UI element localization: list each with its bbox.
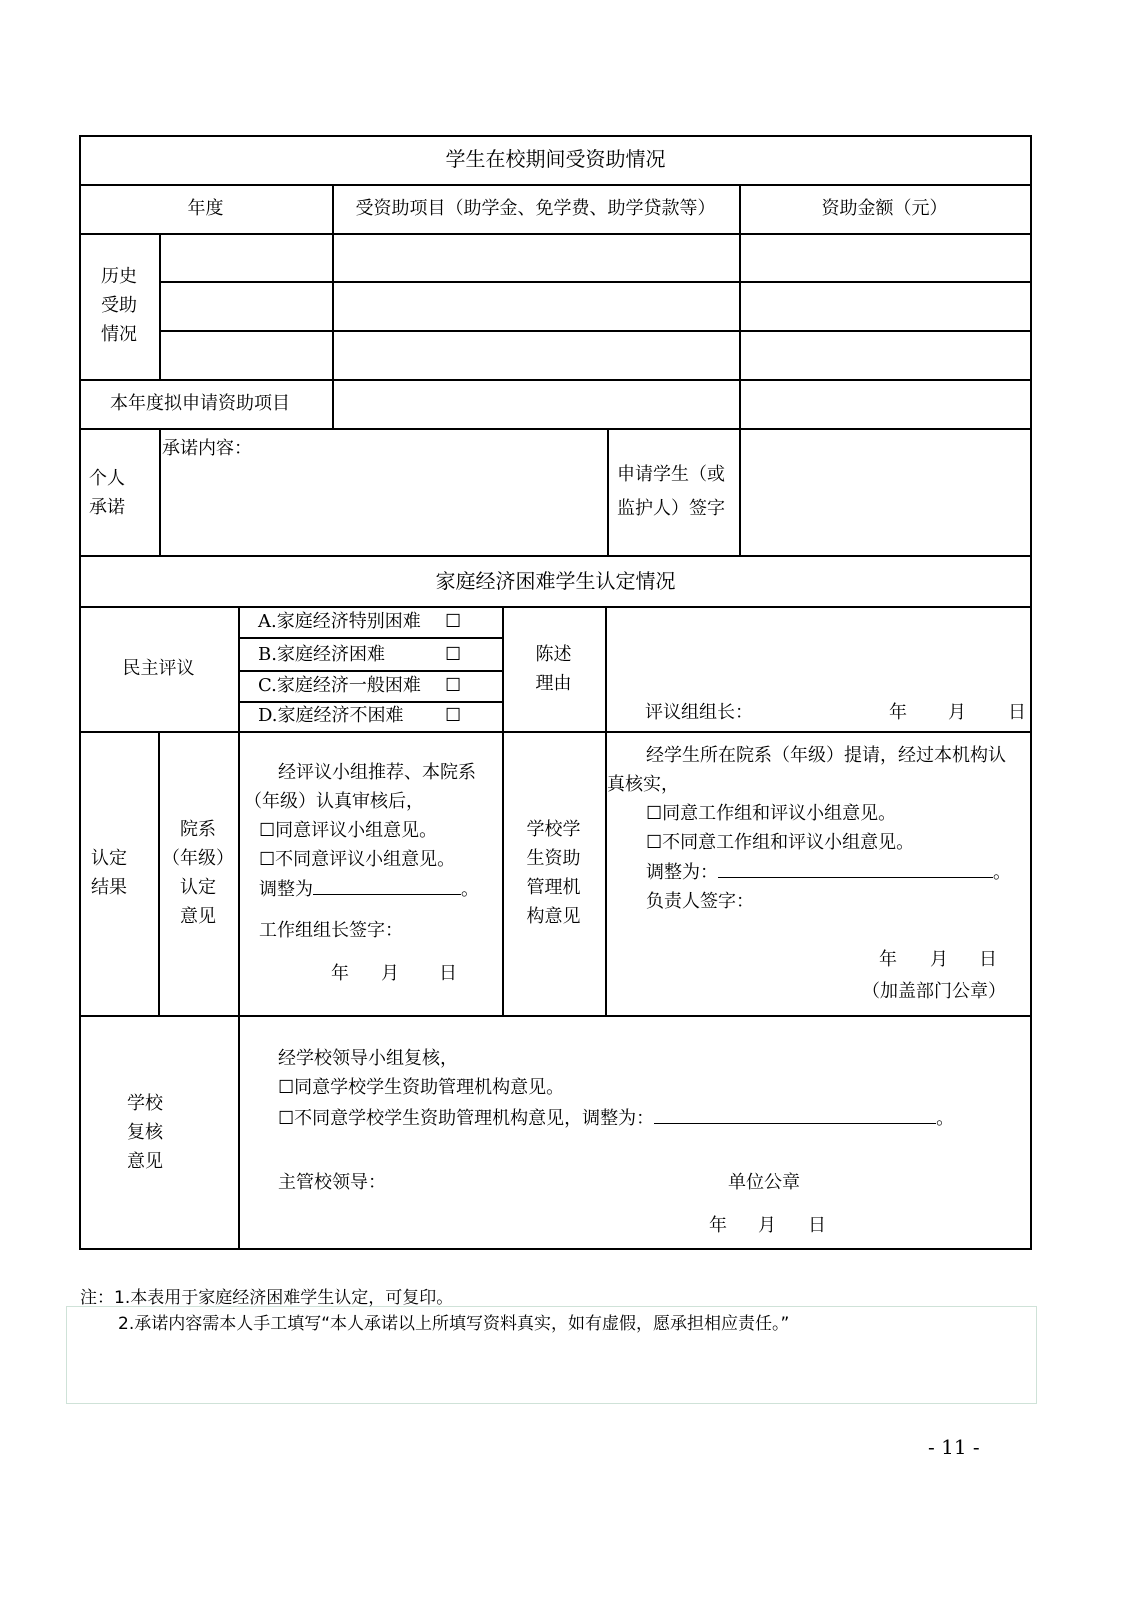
checkbox-c[interactable]: ☐ <box>445 675 462 696</box>
org-seal-note: （加盖部门公章） <box>862 981 1006 1002</box>
review-agree-option[interactable]: ☐同意学校学生资助管理机构意见。 <box>278 1077 565 1098</box>
checkbox-b[interactable]: ☐ <box>445 644 462 665</box>
org-disagree-option[interactable]: ☐不同意工作组和评议小组意见。 <box>646 832 915 853</box>
apply-label: 本年度拟申请资助项目 <box>110 393 290 414</box>
checkbox-a[interactable]: ☐ <box>445 611 462 632</box>
header-aid-item: 受资助项目（助学金、免学费、助学贷款等） <box>355 198 716 219</box>
vote-label: 民主评议 <box>122 658 195 679</box>
page-number: - 11 - <box>928 1435 980 1459</box>
review-disagree-option[interactable]: ☐不同意学校学生资助管理机构意见，调整为： <box>278 1108 655 1129</box>
review-leader-label: 主管校领导： <box>278 1172 386 1193</box>
pledge-content-label: 承诺内容： <box>162 438 252 459</box>
dept-disagree-option[interactable]: ☐不同意评议小组意见。 <box>259 849 456 870</box>
vote-leader-label: 评议组组长： <box>645 702 753 723</box>
header-year: 年度 <box>187 198 224 219</box>
note-line-2: 2.承诺内容需本人手工填写“本人承诺以上所填写资料真实，如有虚假，愿承担相应责任。” <box>118 1314 790 1334</box>
org-adjust-field[interactable] <box>718 859 993 878</box>
review-adjust-field[interactable] <box>654 1105 936 1124</box>
header-aid-amount: 资助金额（元） <box>821 198 948 219</box>
checkbox-d[interactable]: ☐ <box>445 705 462 726</box>
dept-adjust-field[interactable] <box>313 876 461 895</box>
section-title-identification: 家庭经济困难学生认定情况 <box>435 569 676 593</box>
org-agree-option[interactable]: ☐同意工作组和评议小组意见。 <box>646 803 897 824</box>
dept-agree-option[interactable]: ☐同意评议小组意见。 <box>259 820 438 841</box>
note-line-1: 注：1.本表用于家庭经济困难学生认定，可复印。 <box>80 1288 454 1308</box>
section-title-aid: 学生在校期间受资助情况 <box>445 147 666 171</box>
review-seal-label: 单位公章 <box>728 1172 800 1193</box>
